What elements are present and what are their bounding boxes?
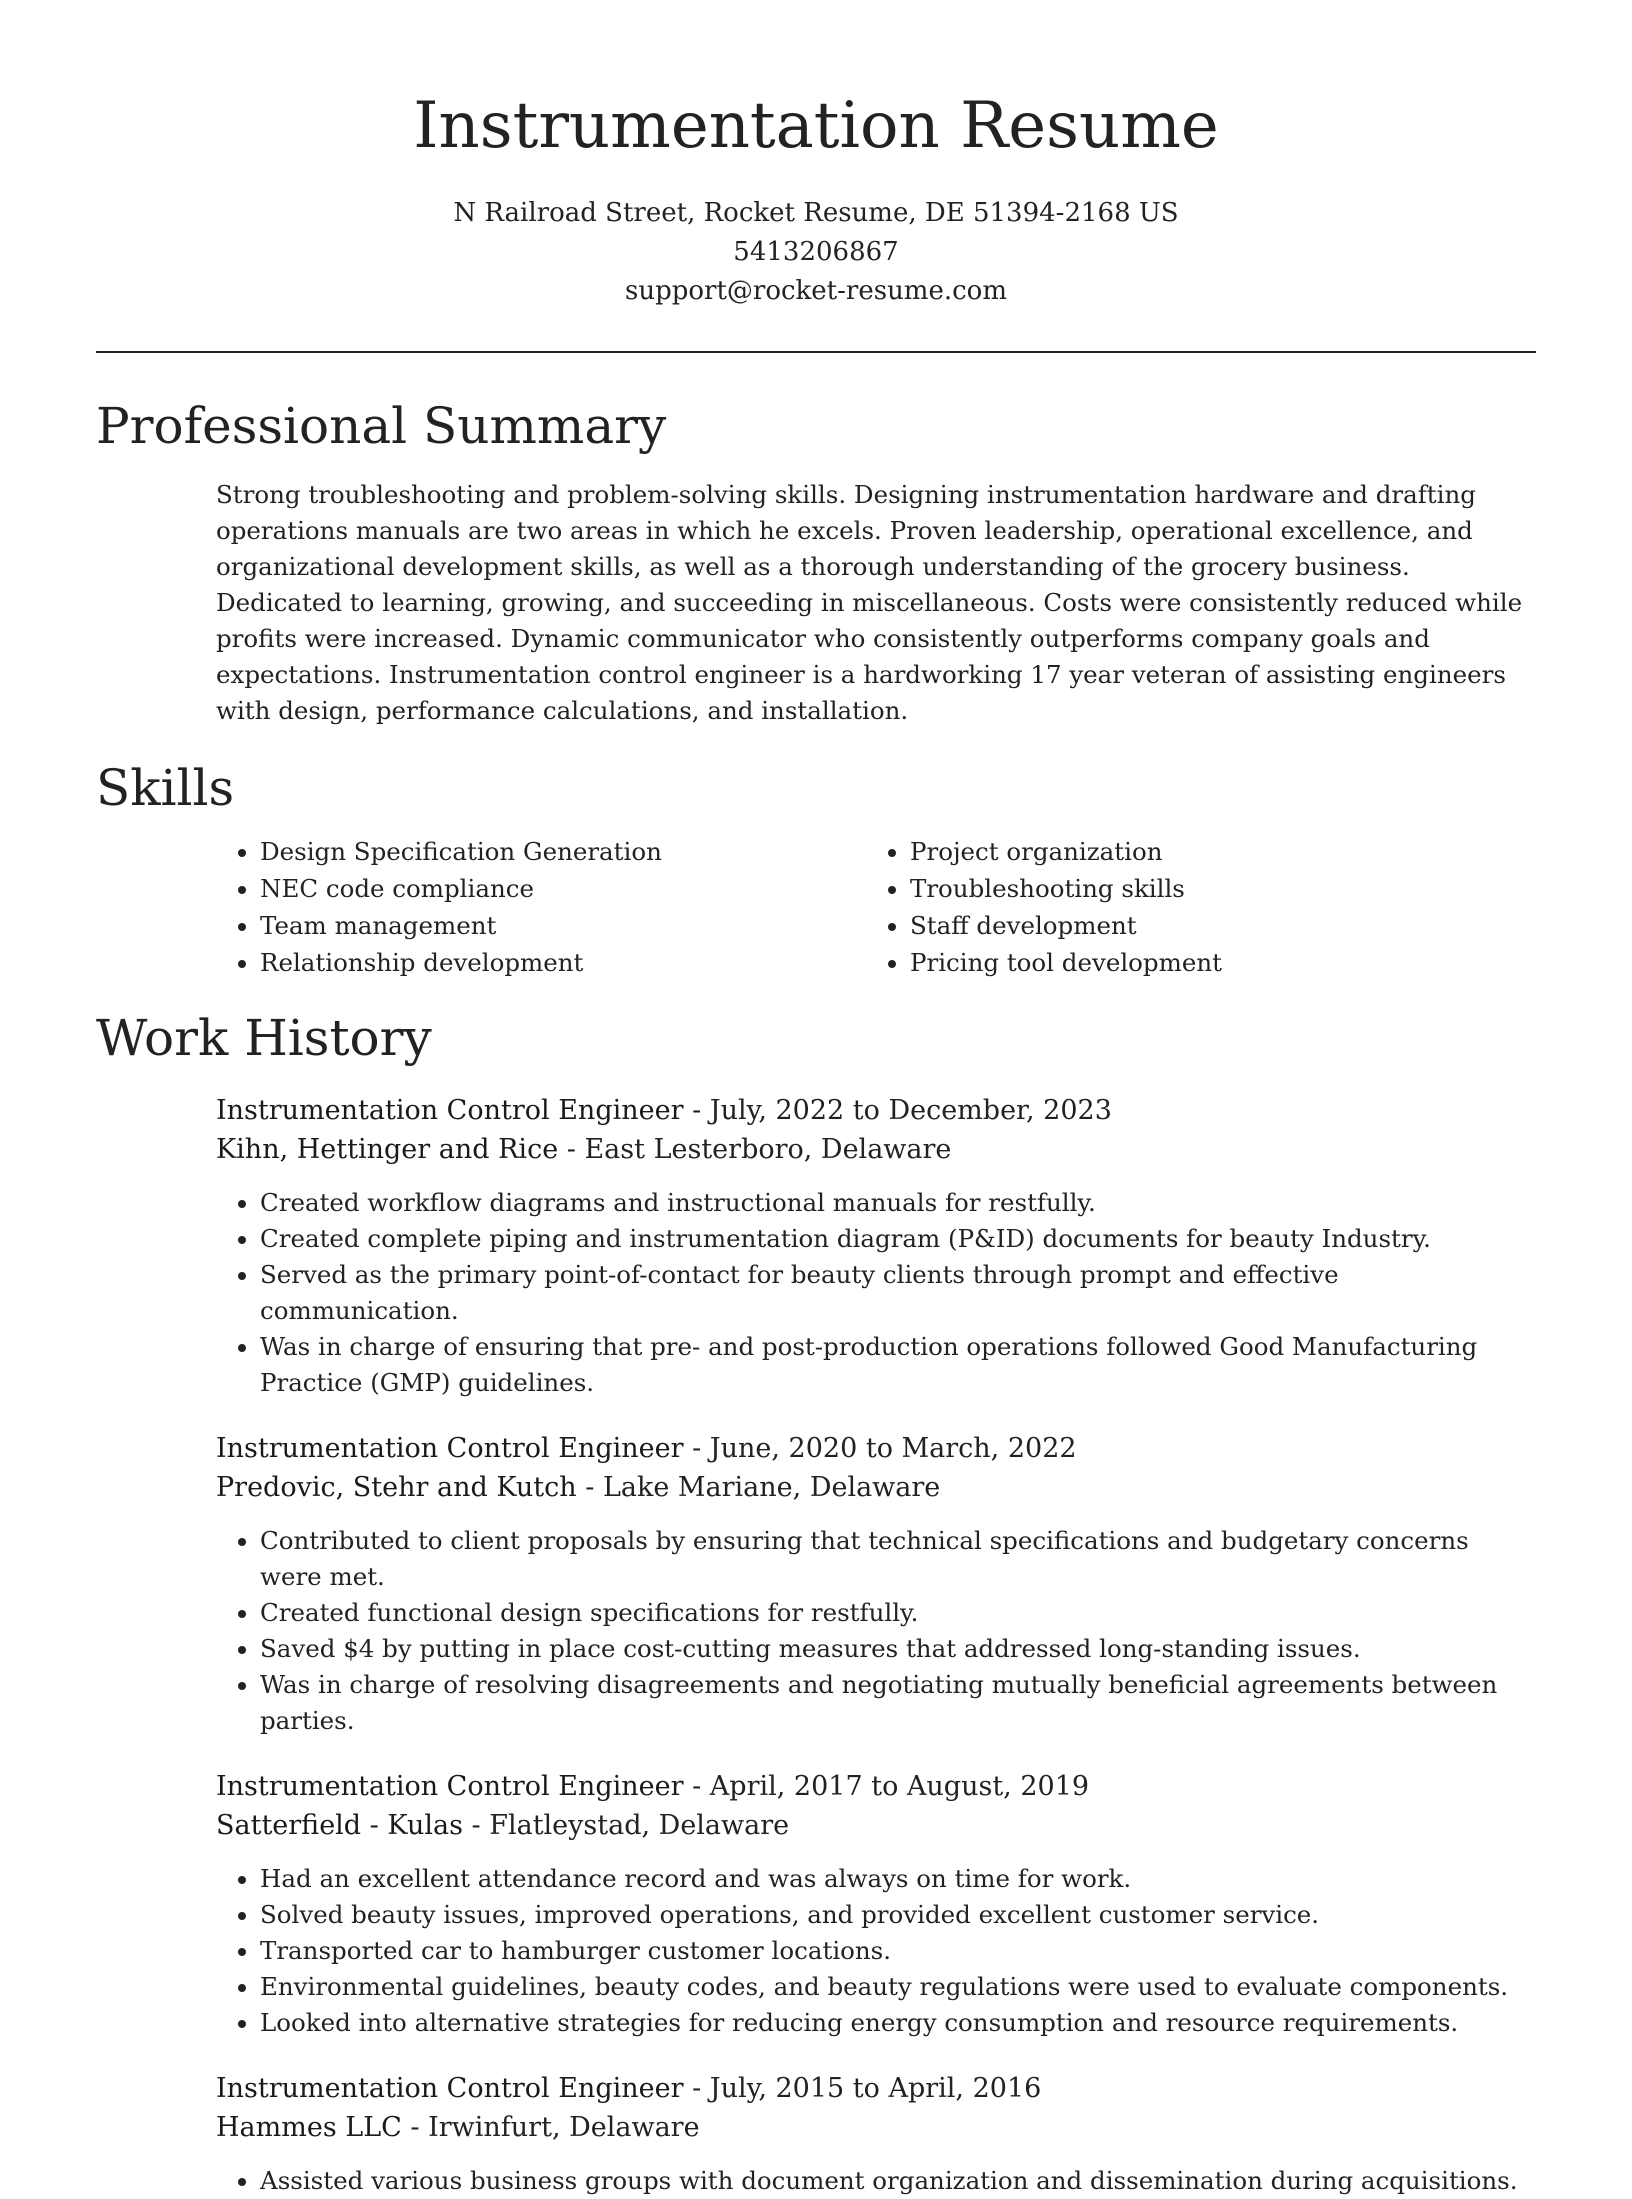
- job-company-line: Satterfield - Kulas - Flatleystad, Delaware: [216, 1810, 790, 1841]
- address: N Railroad Street, Rocket Resume, DE 51394-2168 US: [453, 198, 1179, 228]
- job-entry: [216, 1091, 1536, 1401]
- job-company: Satterfield - Kulas: [216, 1810, 463, 1841]
- job-bullet: • Created workflow diagrams and instructional manuals for restfully.: [260, 1185, 1536, 1221]
- job-role: Instrumentation Control Engineer: [216, 1771, 684, 1802]
- summary-heading: Professional Summary: [96, 397, 667, 455]
- job-bullet: • Solved beauty issues, improved operations, and provided excellent customer service.: [260, 1897, 1536, 1933]
- phone: 5413206867: [733, 237, 899, 267]
- job-dates: June, 2020 to March, 2022: [709, 1433, 1077, 1464]
- job-bullet: • Was in charge of resolving disagreements and negotiating mutually beneficial agreements between parties.: [260, 1667, 1536, 1739]
- skill-item: • Design Specification Generation: [260, 833, 866, 870]
- job-location: Irwinfurt, Delaware: [428, 2112, 700, 2143]
- header-divider: [96, 351, 1536, 353]
- work-history-heading: Work History: [96, 1009, 432, 1067]
- job-role: Instrumentation Control Engineer: [216, 1433, 684, 1464]
- contact-block: [96, 194, 1536, 311]
- job-bullet: • Created functional design specifications for restfully.: [260, 1595, 1536, 1631]
- job-role-line: Instrumentation Control Engineer - June, 2020 to March, 2022: [216, 1433, 1077, 1464]
- skill-item: • NEC code compliance: [260, 870, 866, 907]
- summary-text: Strong troubleshooting and problem-solving skills. Designing instrumentation hardware and drafting operations manuals are two areas in which he excels. Proven leadership, operational excellence, and organizational development skills, as well as a thorough understanding of the grocery business. Dedicated to learning, growing, and succeeding in miscellaneous. Costs were consistently reduced while profits were increased. Dynamic communicator who consistently outperforms company goals and expectations. Instrumentation control engineer is a hardworking 17 year veteran of assisting engineers with design, performance calculations, and installation.: [216, 480, 1523, 725]
- work-history-section: [96, 1005, 1536, 2199]
- skills-grid: [216, 833, 1536, 981]
- skill-item: • Pricing tool development: [910, 944, 1536, 981]
- job-bullet: • Environmental guidelines, beauty codes, and beauty regulations were used to evaluate components.: [260, 1969, 1536, 2005]
- job-dates: July, 2015 to April, 2016: [709, 2073, 1042, 2104]
- job-entry: [216, 1429, 1536, 1739]
- resume-title: Instrumentation Resume: [413, 89, 1219, 163]
- job-entry: [216, 2069, 1536, 2199]
- skills-list-right: [866, 833, 1536, 981]
- skill-item: • Relationship development: [260, 944, 866, 981]
- job-dates: July, 2022 to December, 2023: [709, 1095, 1112, 1126]
- skills-section: [96, 755, 1536, 981]
- job-bullets: [216, 1861, 1536, 2041]
- job-bullet: • Transported car to hamburger customer locations.: [260, 1933, 1536, 1969]
- summary-section: [96, 393, 1536, 729]
- job-company-line: Predovic, Stehr and Kutch - Lake Mariane, Delaware: [216, 1472, 941, 1503]
- job-bullet: • Had an excellent attendance record and was always on time for work.: [260, 1861, 1536, 1897]
- job-location: East Lesterboro, Delaware: [584, 1134, 952, 1165]
- skills-heading: Skills: [96, 759, 235, 817]
- resume-header: [96, 0, 1536, 311]
- job-bullet: • Created complete piping and instrumentation diagram (P&ID) documents for beauty Industry.: [260, 1221, 1536, 1257]
- skill-item: • Project organization: [910, 833, 1536, 870]
- job-role-line: Instrumentation Control Engineer - July, 2022 to December, 2023: [216, 1095, 1112, 1126]
- job-location: Lake Mariane, Delaware: [602, 1472, 941, 1503]
- job-role-line: Instrumentation Control Engineer - July, 2015 to April, 2016: [216, 2073, 1042, 2104]
- job-bullets: [216, 1523, 1536, 1739]
- skill-item: • Staff development: [910, 907, 1536, 944]
- job-company-line: Hammes LLC - Irwinfurt, Delaware: [216, 2112, 700, 2143]
- job-bullet: • Was in charge of ensuring that pre- and post-production operations followed Good Manufacturing Practice (GMP) guidelines.: [260, 1329, 1536, 1401]
- job-bullets: [216, 2163, 1536, 2199]
- email: support@rocket-resume.com: [624, 276, 1007, 306]
- skill-item: • Team management: [260, 907, 866, 944]
- job-role: Instrumentation Control Engineer: [216, 1095, 684, 1126]
- job-bullets: [216, 1185, 1536, 1401]
- job-company: Predovic, Stehr and Kutch: [216, 1472, 577, 1503]
- job-company: Kihn, Hettinger and Rice: [216, 1134, 559, 1165]
- skills-list-left: [216, 833, 866, 981]
- job-role-line: Instrumentation Control Engineer - April, 2017 to August, 2019: [216, 1771, 1090, 1802]
- skill-item: • Troubleshooting skills: [910, 870, 1536, 907]
- job-bullet: • Contributed to client proposals by ensuring that technical specifications and budgetary concerns were met.: [260, 1523, 1536, 1595]
- job-dates: April, 2017 to August, 2019: [709, 1771, 1090, 1802]
- job-bullet: • Looked into alternative strategies for reducing energy consumption and resource requirements.: [260, 2005, 1536, 2041]
- job-company: Hammes LLC: [216, 2112, 402, 2143]
- job-bullet: • Saved $4 by putting in place cost-cutting measures that addressed long-standing issues.: [260, 1631, 1536, 1667]
- job-bullet: • Assisted various business groups with document organization and dissemination during acquisitions.: [260, 2163, 1536, 2199]
- job-entry: [216, 1767, 1536, 2041]
- job-company-line: Kihn, Hettinger and Rice - East Lesterboro, Delaware: [216, 1134, 952, 1165]
- job-bullet: • Served as the primary point-of-contact for beauty clients through prompt and effective communication.: [260, 1257, 1536, 1329]
- job-location: Flatleystad, Delaware: [489, 1810, 790, 1841]
- job-role: Instrumentation Control Engineer: [216, 2073, 684, 2104]
